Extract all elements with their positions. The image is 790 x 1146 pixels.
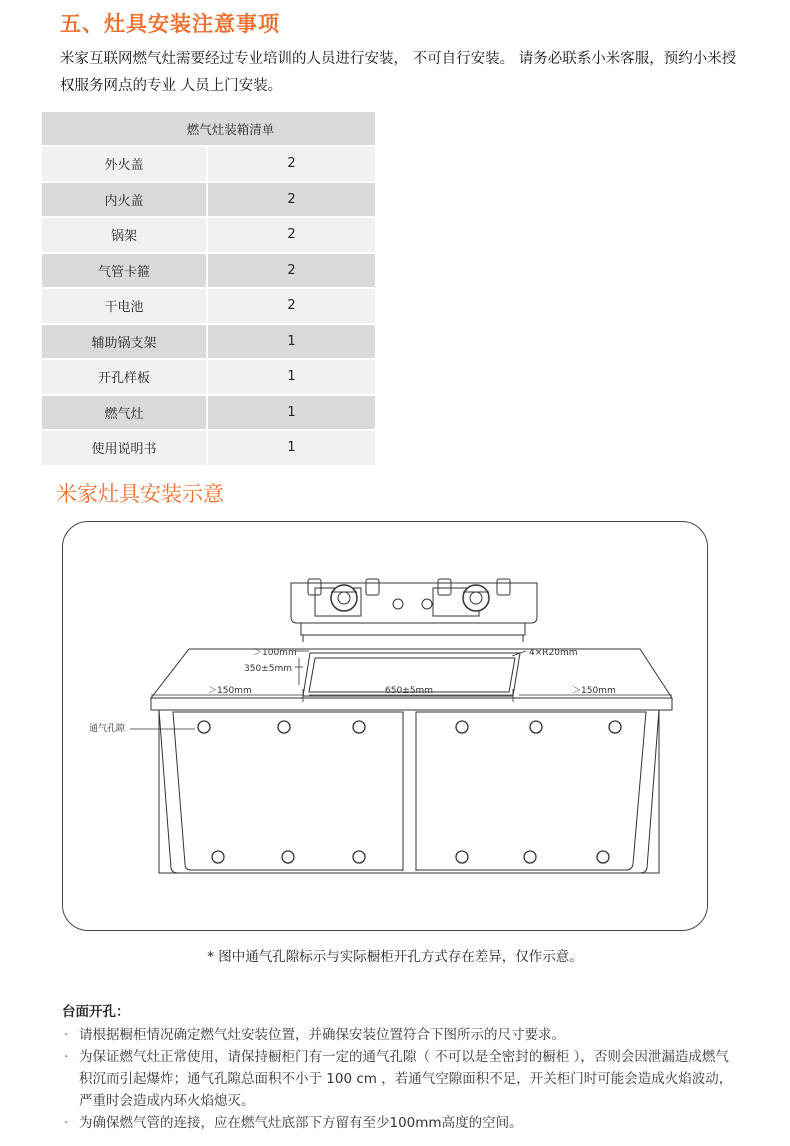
item-quantity: 1 xyxy=(208,396,375,430)
item-name: 开孔样板 xyxy=(42,360,208,394)
item-quantity: 2 xyxy=(208,289,375,323)
label-width: 650±5mm xyxy=(385,686,433,696)
item-quantity: 2 xyxy=(208,254,375,288)
table-row xyxy=(42,183,375,217)
item-name: 气管卡箍 xyxy=(42,254,208,288)
item-name: 燃气灶 xyxy=(42,396,208,430)
section-heading: 五、灶具安装注意事项 xyxy=(60,12,280,36)
table-row xyxy=(42,218,375,252)
list-item xyxy=(62,1024,742,1046)
item-name: 外火盖 xyxy=(42,147,208,181)
label-clearance-right: ＞150mm xyxy=(572,686,616,696)
cabinet-outline xyxy=(159,710,659,873)
table-row xyxy=(42,325,375,359)
diagram-title: 米家灶具安装示意 xyxy=(56,482,224,506)
packing-list-table xyxy=(42,110,375,467)
item-quantity: 2 xyxy=(208,218,375,252)
item-name: 辅助锅支架 xyxy=(42,325,208,359)
item-quantity: 2 xyxy=(208,147,375,181)
item-quantity: 2 xyxy=(208,183,375,217)
item-name: 内火盖 xyxy=(42,183,208,217)
bullet-text: 请根据橱柜情况确定燃气灶安装位置，并确保安装位置符合下图所示的尺寸要求。 xyxy=(79,1027,565,1043)
label-vent: 通气孔隙 xyxy=(89,724,126,734)
table-row xyxy=(42,396,375,430)
item-quantity: 1 xyxy=(208,431,375,465)
bullet-dot: · xyxy=(64,1049,69,1065)
list-item xyxy=(62,1112,742,1134)
table-row xyxy=(42,254,375,288)
item-quantity: 1 xyxy=(208,325,375,359)
intro-paragraph: 米家互联网燃气灶需要经过专业培训的人员进行安装， 不可自行安装。 请务必联系小米客服，预约小米授权服务网点的专业 人员上门安装。 xyxy=(60,51,737,94)
installation-diagram-svg xyxy=(63,522,707,930)
bullet-dot: · xyxy=(64,1027,69,1043)
item-name: 锅架 xyxy=(42,218,208,252)
label-clearance-back: ＞100mm xyxy=(253,648,297,658)
item-name: 干电池 xyxy=(42,289,208,323)
bullet-dot: · xyxy=(64,1115,69,1131)
diagram-caption: * 图中通气孔隙标示与实际橱柜开孔方式存在差异，仅作示意。 xyxy=(207,949,583,965)
vent-holes xyxy=(198,721,621,863)
countertop-outline xyxy=(151,649,672,710)
cutout-notes-title: 台面开孔： xyxy=(62,1004,130,1020)
table-row xyxy=(42,360,375,394)
label-clearance-left: ＞150mm xyxy=(208,686,252,696)
cutout-notes-list xyxy=(62,1024,742,1134)
bullet-text: 为保证燃气灶正常使用，请保持橱柜门有一定的通气孔隙（ 不可以是全密封的橱柜 ），否则会因泄漏造成燃气积沉而引起爆炸；通气孔隙总面积不小于 100 cm ，若通气空隙面积不足，开关柜门时可能会造成火焰波动，严重时会造成内环火焰熄灭。 xyxy=(79,1049,733,1109)
item-quantity: 1 xyxy=(208,360,375,394)
installation-diagram xyxy=(62,521,708,931)
table-row xyxy=(42,289,375,323)
label-corner-radius: 4×R20mm xyxy=(529,648,578,658)
bullet-text: 为确保燃气管的连接，应在燃气灶底部下方留有至少100mm高度的空间。 xyxy=(79,1115,523,1131)
stove-illustration xyxy=(291,579,537,642)
list-item xyxy=(62,1046,742,1112)
item-name: 使用说明书 xyxy=(42,431,208,465)
table-row xyxy=(42,431,375,465)
label-depth: 350±5mm xyxy=(244,664,292,674)
packing-list-title: 燃气灶装箱清单 xyxy=(42,112,375,145)
table-row xyxy=(42,147,375,181)
